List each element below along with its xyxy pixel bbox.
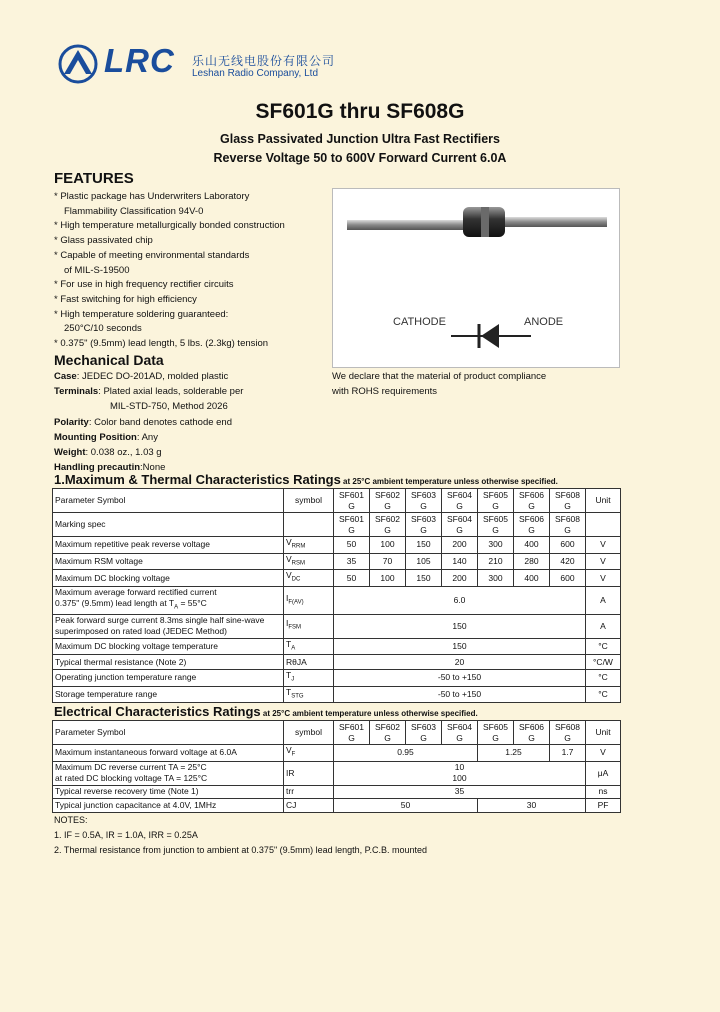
feature-line: Flammability Classification 94V-0	[64, 205, 204, 217]
table-cell: 70	[370, 553, 406, 570]
header-row	[53, 721, 621, 745]
table-cell: 150	[334, 614, 586, 638]
table-cell: V	[586, 553, 621, 570]
table-cell	[406, 489, 442, 513]
part-number: SF603	[410, 721, 437, 732]
table-cell	[284, 614, 334, 638]
mech-key: Weight	[54, 447, 86, 459]
table-cell: 100	[370, 570, 406, 587]
table-cell	[53, 785, 284, 799]
symbol-text: T	[286, 686, 292, 697]
part-number: SF604	[446, 489, 473, 500]
marking-part: SF603	[410, 513, 437, 524]
symbol-subscript: F(AV)	[288, 599, 304, 606]
table-cell: V	[586, 570, 621, 587]
part-suffix: G	[456, 500, 463, 511]
table-cell	[406, 721, 442, 745]
table2-note: at 25°C ambient temperature unless otherwise specified.	[260, 709, 478, 718]
table-cell	[406, 513, 442, 537]
table-cell: 50	[334, 799, 478, 813]
symbol-text: trr	[286, 786, 295, 797]
part-number: SF606	[518, 721, 545, 732]
table-cell: °C	[586, 669, 621, 686]
part-suffix: G	[528, 732, 535, 743]
table-cell: 150	[406, 537, 442, 554]
table-cell	[284, 537, 334, 554]
cathode-label: CATHODE	[393, 316, 446, 328]
table-cell	[478, 489, 514, 513]
symbol-text: V	[286, 537, 292, 547]
note-item: 2. Thermal resistance from junction to ambient at 0.375" (9.5mm) lead length, P.C.B. mounted	[54, 845, 428, 855]
symbol-subscript: RRM	[291, 543, 306, 550]
table-cell	[334, 761, 586, 785]
feature-line: 250°C/10 seconds	[64, 323, 142, 335]
brand-english-name: Leshan Radio Company, Ltd	[192, 68, 319, 79]
table-cell: 1.25	[478, 745, 550, 762]
feature-line: * High temperature metallurgically bonded construction	[54, 220, 285, 232]
table-cell: 50	[334, 570, 370, 587]
param-text: Storage temperature range	[55, 688, 158, 699]
table-cell: 100	[370, 537, 406, 554]
max-ratings-table	[52, 488, 621, 703]
param-text-line2	[55, 598, 281, 614]
param-text: Maximum repetitive peak reverse voltage	[55, 539, 210, 550]
table-cell: °C	[586, 686, 621, 703]
table-cell: 200	[442, 537, 478, 554]
anode-label: ANODE	[524, 316, 564, 328]
table-cell: 35	[334, 553, 370, 570]
table-row	[53, 553, 621, 570]
table-cell	[284, 513, 334, 537]
table-row	[53, 655, 621, 670]
table-cell: 200	[442, 570, 478, 587]
part-suffix: G	[420, 500, 427, 511]
mech-key: Handling precautin	[54, 462, 141, 474]
param-text: Maximum DC blocking voltage	[55, 572, 170, 583]
table-cell: 400	[514, 570, 550, 587]
table-cell: V	[586, 745, 621, 762]
marking-suffix: G	[384, 524, 391, 535]
features-heading: FEATURES	[54, 170, 134, 187]
table-cell	[284, 587, 334, 615]
param-text: Typical junction capacitance at 4.0V, 1MHz	[55, 799, 217, 810]
table-cell: A	[586, 587, 621, 615]
part-suffix: G	[492, 732, 499, 743]
feature-line: * Capable of meeting environmental standards	[54, 249, 250, 261]
table2-heading	[54, 704, 478, 719]
mech-key: Terminals	[54, 386, 99, 398]
table-row	[53, 587, 621, 615]
part-number: SF605	[482, 489, 509, 500]
param-text-line2	[55, 626, 281, 637]
table-cell	[478, 721, 514, 745]
table-cell: 150	[406, 570, 442, 587]
mech-value: : 0.038 oz., 1.03 g	[85, 447, 162, 459]
part-number: SF608	[554, 489, 581, 500]
table-cell	[514, 489, 550, 513]
value-line: 10	[454, 762, 465, 773]
table-cell: 50	[334, 537, 370, 554]
part-number: SF602	[374, 489, 401, 500]
header-row	[53, 489, 621, 513]
table-row	[53, 799, 621, 813]
subtitle-2: Reverse Voltage 50 to 600V Forward Current 6.0A	[213, 151, 507, 165]
marking-row	[53, 513, 621, 537]
param-text: Maximum instantaneous forward voltage at 6.0A	[55, 747, 237, 758]
subtitle-1: Glass Passivated Junction Ultra Fast Rectifiers	[220, 132, 500, 146]
marking-part: SF606	[518, 513, 545, 524]
part-number: SF603	[410, 489, 437, 500]
part-number: SF601	[338, 721, 365, 732]
mechanical-heading: Mechanical Data	[54, 352, 164, 368]
param-subscript: A	[174, 604, 179, 611]
mech-key: Polarity	[54, 416, 89, 428]
feature-line: * Plastic package has Underwriters Laboratory	[54, 191, 250, 202]
table-cell: A	[586, 614, 621, 638]
table-row	[53, 638, 621, 655]
electrical-table	[52, 720, 621, 813]
symbol-text: V	[286, 553, 292, 564]
marking-suffix: G	[456, 524, 463, 535]
marking-part: SF608	[554, 513, 581, 524]
part-number: SF602	[374, 721, 401, 732]
table-cell: 0.95	[334, 745, 478, 762]
table-cell: °C/W	[586, 655, 621, 670]
table-cell: 140	[442, 553, 478, 570]
table-cell: 420	[550, 553, 586, 570]
table-cell	[284, 655, 334, 670]
table-cell: Marking spec	[53, 513, 284, 537]
symbol-text: CJ	[286, 799, 297, 810]
table-cell: symbol	[284, 721, 334, 745]
table-cell: 300	[478, 570, 514, 587]
part-number: SF605	[482, 721, 509, 732]
symbol-text: I	[286, 592, 289, 603]
table-cell	[53, 761, 284, 785]
part-number: SF604	[446, 721, 473, 732]
param-text: Typical reverse recovery time (Note 1)	[55, 786, 199, 797]
marking-suffix: G	[492, 524, 499, 535]
table-row	[53, 570, 621, 587]
table-cell: V	[586, 537, 621, 554]
table-cell: PF	[586, 799, 621, 813]
table-cell	[370, 721, 406, 745]
table-cell	[53, 614, 284, 638]
mech-key: Mounting Position	[54, 431, 137, 443]
param-text: Maximum RSM voltage	[55, 556, 143, 567]
diode-symbol-icon	[451, 319, 531, 353]
table-cell	[550, 489, 586, 513]
rohs-statement	[332, 370, 546, 399]
table-cell	[53, 655, 284, 670]
feature-line: * 0.375" (9.5mm) lead length, 5 lbs. (2.3kg) tension	[54, 338, 269, 350]
param-text-line2	[55, 773, 281, 784]
table-cell: 600	[550, 570, 586, 587]
symbol-text: V	[286, 745, 292, 755]
symbol-text: RθJA	[286, 656, 307, 667]
table-cell	[284, 745, 334, 762]
table-cell: ns	[586, 785, 621, 799]
table2-title: Electrical Characteristics Ratings	[54, 704, 261, 719]
mech-value: : Color band denotes cathode end	[88, 416, 232, 428]
page-title: SF601G thru SF608G	[255, 100, 465, 123]
param-text: Typical thermal resistance (Note 2)	[55, 656, 187, 667]
value-line: 100	[452, 773, 467, 784]
table-cell	[53, 669, 284, 686]
param-text: Maximum DC reverse current TA = 25°C	[55, 762, 207, 773]
value-line: 35	[454, 786, 465, 797]
table-row	[53, 537, 621, 554]
table-cell	[478, 513, 514, 537]
part-suffix: G	[384, 500, 391, 511]
part-number: SF606	[518, 489, 545, 500]
table-cell: symbol	[284, 489, 334, 513]
brand-chinese-name: 乐山无线电股份有限公司	[192, 54, 336, 68]
table-cell	[284, 669, 334, 686]
symbol-subscript: DC	[291, 577, 301, 584]
part-suffix: G	[564, 500, 571, 511]
lrc-logo-icon	[58, 44, 98, 84]
feature-line: * For use in high frequency rectifier circuits	[54, 279, 234, 291]
table-cell	[53, 587, 284, 615]
param-text: superimposed on rated load (JEDEC Method)	[55, 626, 227, 637]
table-cell: 30	[478, 799, 586, 813]
table-cell: 105	[406, 553, 442, 570]
table-cell	[442, 489, 478, 513]
table-cell	[53, 638, 284, 655]
table-cell	[284, 638, 334, 655]
table1-title: 1.Maximum & Thermal Characteristics Ratings	[54, 472, 341, 487]
symbol-text: T	[286, 638, 292, 649]
table-cell: 300	[478, 537, 514, 554]
table-cell	[334, 785, 586, 799]
table-row	[53, 686, 621, 703]
table-cell	[370, 489, 406, 513]
table-cell	[284, 799, 334, 813]
part-suffix: G	[564, 732, 571, 743]
marking-suffix: G	[420, 524, 427, 535]
table-row	[53, 614, 621, 638]
table-cell: μA	[586, 761, 621, 785]
table-cell: 150	[334, 638, 586, 655]
table-cell	[284, 553, 334, 570]
symbol-subscript: STG	[291, 693, 304, 700]
symbol-subscript: RSM	[291, 560, 306, 567]
symbol-text: IR	[286, 767, 295, 778]
part-number: SF601	[338, 489, 365, 500]
brand-logo-text: LRC	[104, 42, 175, 79]
rohs-line: We declare that the material of product compliance	[332, 371, 547, 382]
table1-heading	[54, 472, 558, 487]
param-text: Maximum DC blocking voltage temperature	[55, 641, 218, 652]
table-cell	[334, 489, 370, 513]
param-text: Operating junction temperature range	[55, 672, 197, 683]
table-cell	[53, 570, 284, 587]
table-cell	[284, 686, 334, 703]
symbol-text: V	[286, 570, 292, 581]
features-list	[54, 190, 285, 352]
part-suffix: G	[348, 500, 355, 511]
marking-part: SF602	[374, 513, 401, 524]
mech-value: MIL-STD-750, Method 2026	[110, 401, 228, 413]
mechanical-list	[54, 369, 243, 475]
feature-line: * Glass passivated chip	[54, 235, 153, 247]
feature-line: of MIL-S-19500	[64, 264, 130, 276]
part-suffix: G	[384, 732, 391, 743]
mech-key: Case	[54, 371, 77, 382]
table-cell	[334, 721, 370, 745]
feature-line: * Fast switching for high efficiency	[54, 293, 197, 305]
table-cell	[53, 799, 284, 813]
param-text: Peak forward surge current 8.3ms single half sine-wave	[55, 615, 265, 626]
symbol-subscript: F	[291, 751, 296, 758]
table-cell	[284, 570, 334, 587]
table-cell: 1.7	[550, 745, 586, 762]
marking-suffix: G	[564, 524, 571, 535]
mech-value: : JEDEC DO-201AD, molded plastic	[76, 371, 229, 382]
part-number: SF608	[554, 721, 581, 732]
table1-note: at 25°C ambient temperature unless otherwise specified.	[340, 477, 558, 486]
symbol-text: T	[286, 669, 292, 680]
notes-heading: NOTES:	[54, 815, 88, 825]
table-cell: -50 to +150	[334, 669, 586, 686]
table-cell: Parameter Symbol	[53, 721, 284, 745]
table-cell: Parameter Symbol	[53, 489, 284, 513]
table-cell	[53, 553, 284, 570]
table-cell	[442, 721, 478, 745]
symbol-subscript: A	[291, 645, 296, 652]
table-cell: Unit	[586, 489, 621, 513]
table-cell: 280	[514, 553, 550, 570]
table-cell: 600	[550, 537, 586, 554]
table-cell	[334, 513, 370, 537]
part-suffix: G	[492, 500, 499, 511]
table-cell	[442, 513, 478, 537]
param-text: 0.375" (9.5mm) lead length at T	[55, 598, 175, 609]
table-cell: Unit	[586, 721, 621, 745]
table-cell: 20	[334, 655, 586, 670]
table-cell	[53, 745, 284, 762]
table-cell	[284, 785, 334, 799]
part-suffix: G	[528, 500, 535, 511]
table-row	[53, 669, 621, 686]
table-cell: 400	[514, 537, 550, 554]
marking-part: SF604	[446, 513, 473, 524]
table-row	[53, 745, 621, 762]
table-cell: -50 to +150	[334, 686, 586, 703]
table-cell: 6.0	[334, 587, 586, 615]
param-text: = 55°C	[178, 598, 207, 609]
table-cell	[370, 513, 406, 537]
table-cell	[586, 513, 621, 537]
part-suffix: G	[348, 732, 355, 743]
table-cell	[53, 537, 284, 554]
table-cell: 210	[478, 553, 514, 570]
table-row	[53, 761, 621, 785]
marking-part: SF605	[482, 513, 509, 524]
table-cell	[284, 761, 334, 785]
package-image	[332, 188, 620, 368]
marking-suffix: G	[348, 524, 355, 535]
mech-value: : Plated axial leads, solderable per	[98, 386, 244, 398]
symbol-subscript: FSM	[288, 625, 302, 632]
param-text: Maximum average forward rectified current	[55, 587, 217, 598]
symbol-text: I	[286, 618, 289, 629]
table-cell: °C	[586, 638, 621, 655]
marking-suffix: G	[528, 524, 535, 535]
mech-value: : Any	[136, 431, 158, 443]
feature-line: * High temperature soldering guaranteed:	[54, 308, 229, 320]
marking-part: SF601	[338, 513, 365, 524]
part-suffix: G	[456, 732, 463, 743]
notes	[54, 813, 427, 858]
note-item: 1. IF = 0.5A, IR = 1.0A, IRR = 0.25A	[54, 830, 198, 840]
mech-value: :None	[140, 462, 166, 474]
part-suffix: G	[420, 732, 427, 743]
table-cell	[514, 721, 550, 745]
param-text: at rated DC blocking voltage TA = 125°C	[55, 773, 208, 784]
table-cell	[550, 513, 586, 537]
symbol-subscript: J	[291, 676, 295, 683]
rohs-line: with ROHS requirements	[332, 385, 438, 397]
table-cell	[514, 513, 550, 537]
table-cell	[550, 721, 586, 745]
table-row	[53, 785, 621, 799]
table-cell	[53, 686, 284, 703]
